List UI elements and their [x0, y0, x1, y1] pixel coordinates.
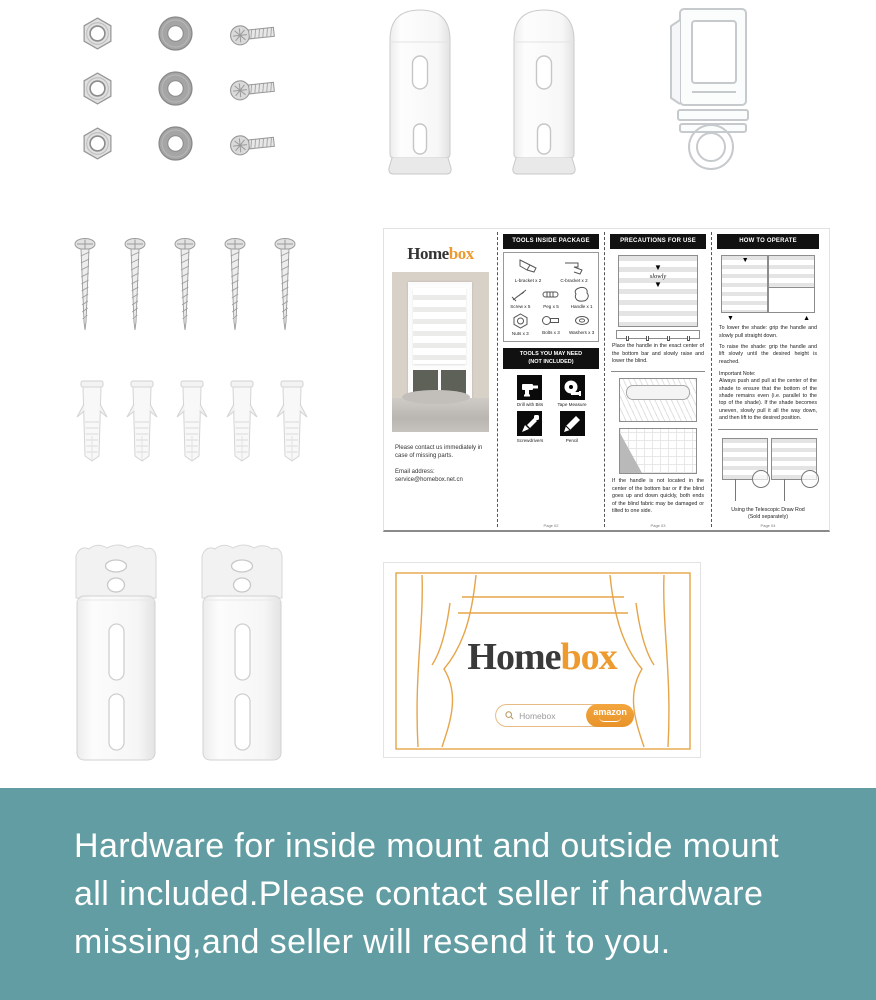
pencil-icon: [561, 413, 583, 435]
amazon-search-bar: [495, 704, 633, 727]
tool-needed-item: Tape Measure: [557, 375, 586, 407]
blind-diagram: [618, 255, 698, 327]
machine-bolt: [214, 6, 292, 61]
tool-label: L-bracket x 2: [514, 278, 542, 284]
draw-rod-caption: Using the Telescopic Draw Rod (Sold separately): [731, 506, 805, 521]
tool-label: Washers x 3: [568, 330, 595, 336]
email-label: Email address:: [395, 468, 435, 475]
draw-rod-diagram: [771, 438, 815, 504]
tool-item: [506, 257, 550, 283]
bolt-icon: [541, 312, 561, 329]
washer: [136, 6, 214, 61]
screw-row: [74, 238, 296, 332]
operate-panel: [712, 229, 824, 530]
tool-label: C-bracket x 2: [560, 278, 588, 284]
tool-label: Nuts x 3: [511, 331, 529, 337]
note-title: Important Note:: [719, 371, 756, 378]
hook-icon: [646, 336, 649, 341]
c-bracket-icon: [562, 257, 586, 277]
tape-measure-icon: [561, 377, 583, 399]
hook-icon: [687, 336, 690, 341]
tool-item: [536, 312, 566, 336]
tool-item: [552, 257, 596, 283]
hook-icon: [626, 336, 629, 341]
hex-nut: [58, 116, 136, 171]
magnify-circle-icon: [752, 470, 770, 488]
brand-logo-box: box: [560, 636, 617, 678]
brand-logo-box: box: [448, 244, 474, 263]
mounting-screw: [224, 238, 246, 332]
page-number: Page 02: [543, 523, 559, 528]
divider-line: [611, 371, 705, 372]
down-arrow-icon: ▼: [727, 315, 734, 323]
mounting-screw: [74, 238, 96, 332]
search-text: Homebox: [519, 710, 556, 721]
banner-line-2: all included.Please contact seller if hardware: [74, 875, 764, 913]
tool-label: Peg x 5: [543, 304, 559, 310]
down-arrow-icon: ▼: [654, 263, 662, 273]
operate-paragraph-2: To raise the shade: grip the handle and lift slowly until the desired height is reached.: [719, 344, 817, 365]
tools-header: TOOLS INSIDE PACKAGE: [503, 234, 599, 249]
mounting-screw: [124, 238, 146, 332]
blind-raise-diagram: [768, 255, 815, 323]
c-bracket: [384, 6, 456, 176]
roller-closeup-diagram: [619, 378, 697, 422]
peg-icon: [541, 286, 561, 303]
anchor-row: [74, 380, 310, 464]
tool-item: [505, 312, 535, 336]
brand-logo-home: Home: [407, 244, 449, 263]
tool-label: Handle x 1: [570, 304, 593, 310]
screwdriver-icon: [519, 413, 541, 435]
page-number: Page 03: [650, 523, 666, 528]
hex-nut: [58, 6, 136, 61]
draw-rod-diagram: [722, 438, 766, 504]
clear-handle: [666, 4, 760, 170]
screw-icon: [510, 286, 530, 303]
washer: [136, 116, 214, 171]
bedding: [392, 398, 489, 432]
brand-logo: [384, 635, 700, 679]
l-bracket-icon: [516, 257, 540, 277]
tools-needed-header: TOOLS YOU MAY NEED (NOT INCLUDED): [503, 348, 599, 369]
handle-icon: [572, 286, 592, 303]
draw-rod-diagrams: [719, 438, 817, 504]
bottom-bar-diagram: [616, 330, 700, 339]
machine-bolt: [214, 116, 292, 171]
info-banner: [0, 788, 876, 1000]
brand-logo: [389, 244, 492, 264]
amazon-smile-icon: [599, 717, 621, 722]
precautions-paragraph-2: If the handle is not located in the center of the bottom bar or if the blind goes up and down quickly, both ends of the blind fabric may be damaged or tilted to one side.: [612, 478, 704, 515]
operate-header: HOW TO OPERATE: [717, 234, 819, 249]
magnifier-icon: [505, 711, 514, 720]
up-arrow-icon: ▲: [803, 315, 810, 323]
down-arrow-icon: ▼: [741, 257, 749, 265]
mounting-screw: [274, 238, 296, 332]
tools-needed-grid: [503, 375, 599, 443]
slowly-label: slowly: [649, 273, 667, 281]
c-bracket-pair: [384, 6, 580, 176]
fastener-grid: [58, 6, 292, 171]
washer: [136, 61, 214, 116]
tool-needed-item: Drill with Bits: [517, 375, 543, 407]
operate-diagrams: [721, 255, 815, 323]
precautions-panel: [605, 229, 711, 530]
tool-item: [566, 312, 596, 336]
wall-anchor: [124, 380, 160, 464]
leaflet-cover-panel: [384, 229, 497, 530]
hex-nut: [58, 61, 136, 116]
l-bracket: [66, 536, 166, 764]
tools-box: [503, 252, 599, 342]
l-bracket: [192, 536, 292, 764]
tool-needed-item: Pencil: [560, 411, 585, 443]
wall-anchor: [274, 380, 310, 464]
hook-icon: [667, 336, 670, 341]
c-bracket: [508, 6, 580, 176]
tool-label: Bolts x 3: [542, 330, 560, 336]
window-frame: [408, 282, 472, 404]
down-arrow-icon: ▼: [654, 280, 662, 290]
blind-lower-diagram: [721, 255, 768, 323]
email-address: service@homebox.net.cn: [395, 477, 463, 484]
tool-item: [566, 286, 596, 309]
magnify-circle-icon: [801, 470, 819, 488]
tools-panel: [498, 229, 604, 530]
wall-anchor: [224, 380, 260, 464]
banner-line-1: Hardware for inside mount and outside mount: [74, 827, 780, 865]
contact-note: [389, 444, 492, 485]
washer-icon: [572, 312, 592, 329]
package-box-front: [383, 562, 701, 758]
tool-item: [536, 286, 566, 309]
operate-paragraph-1: To lower the shade: grip the handle and slowly pull straight down.: [719, 325, 817, 339]
machine-bolt: [214, 61, 292, 116]
contact-text: Please contact us immediately in case of missing parts.: [395, 445, 483, 460]
mounting-screw: [174, 238, 196, 332]
divider-line: [718, 429, 818, 430]
drill-icon: [519, 377, 541, 399]
l-bracket-pair: [66, 536, 292, 764]
page-number: Page 04: [760, 523, 776, 528]
nut-icon: [511, 312, 530, 330]
zebra-blind: [413, 288, 466, 364]
window-blind-photo: [392, 272, 489, 432]
fabric-closeup-diagram: [619, 428, 697, 474]
banner-text: [74, 822, 779, 966]
note-body: Always push and pull at the center of the shade to ensure that the bottom of the shade remains even (i.e. parallel to the top of the shade). If the shade becomes uneven, slowly pull it all the way down, and then lift to the desired position.: [719, 378, 817, 422]
wall-anchor: [74, 380, 110, 464]
amazon-button: amazon: [586, 704, 634, 727]
precautions-paragraph-1: Place the handle in the exact center of the bottom bar and slowly raise and lower the blind.: [612, 343, 704, 364]
instruction-leaflet: [383, 228, 830, 532]
banner-line-3: missing,and seller will resend it to you.: [74, 923, 671, 961]
wall-anchor: [174, 380, 210, 464]
tool-item: [505, 286, 535, 309]
tool-needed-item: Screwdrivers: [517, 411, 544, 443]
precautions-header: PRECAUTIONS FOR USE: [610, 234, 706, 249]
tool-label: Screw x 5: [510, 304, 531, 310]
brand-logo-home: Home: [467, 636, 561, 678]
